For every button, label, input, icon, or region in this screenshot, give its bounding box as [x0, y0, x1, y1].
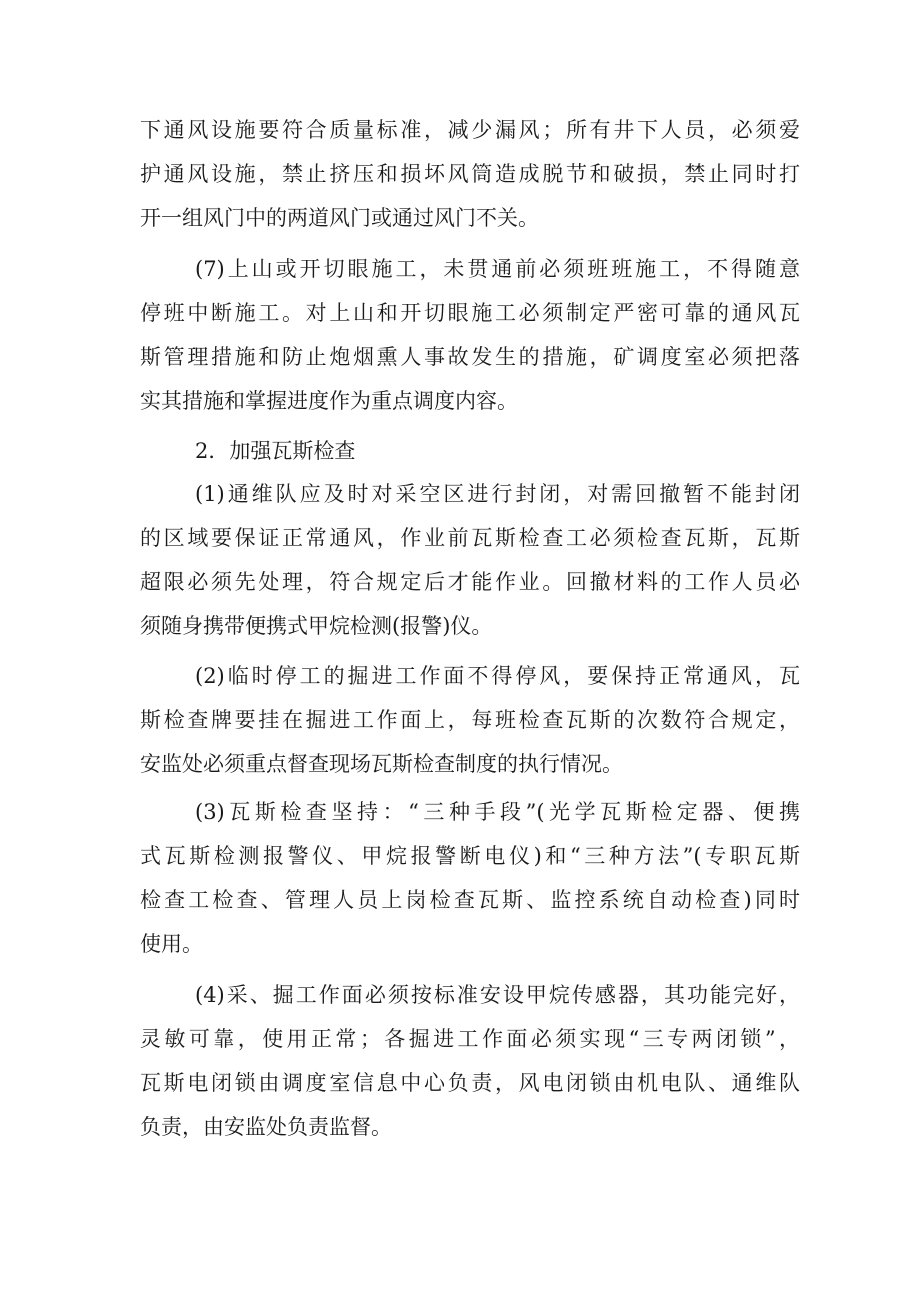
text-line: 实其措施和掌握进度作为重点调度内容。: [140, 389, 518, 413]
paragraph-first-line: (1)通维队应及时对采空区进行封闭，对需回撤暂不能封闭: [195, 482, 800, 506]
paragraph-first-line: (2)临时停工的掘进工作面不得停风，要保持正常通风，瓦: [195, 664, 800, 688]
paragraph-first-line: (7)上山或开切眼施工，未贯通前必须班班施工，不得随意: [195, 257, 800, 281]
text-line: 的区域要保证正常通风，作业前瓦斯检查工必须检查瓦斯，瓦斯: [140, 526, 800, 550]
text-line: 斯管理措施和防止炮烟熏人事故发生的措施，矿调度室必须把落: [140, 345, 800, 369]
text-line: 式瓦斯检测报警仪、甲烷报警断电仪)和“三种方法”(专职瓦斯: [140, 844, 800, 868]
text-line: 负责，由安监处负责监督。: [140, 1115, 392, 1139]
paragraph-first-line: (3)瓦斯检查坚持：“三种手段”(光学瓦斯检定器、便携: [195, 800, 800, 824]
text-line: 超限必须先处理，符合规定后才能作业。回撤材料的工作人员必: [140, 570, 800, 594]
text-line: 安监处必须重点督查现场瓦斯检查制度的执行情况。: [140, 752, 623, 776]
paragraph-first-line: (4)采、掘工作面必须按标准安设甲烷传感器，其功能完好，: [195, 983, 800, 1007]
text-line: 使用。: [140, 932, 203, 956]
text-line: 斯检查牌要挂在掘进工作面上，每班检查瓦斯的次数符合规定，: [140, 708, 800, 732]
text-line: 须随身携带便携式甲烷检测(报警)仪。: [140, 614, 493, 638]
text-line: 瓦斯电闭锁由调度室信息中心负责，风电闭锁由机电队、通维队: [140, 1071, 800, 1095]
text-line: 灵敏可靠，使用正常；各掘进工作面必须实现“三专两闭锁”，: [140, 1027, 800, 1051]
text-line: 检查工检查、管理人员上岗检查瓦斯、监控系统自动检查)同时: [140, 888, 800, 912]
text-line: 护通风设施，禁止挤压和损坏风筒造成脱节和破损，禁止同时打: [140, 162, 800, 186]
text-line: 停班中断施工。对上山和开切眼施工必须制定严密可靠的通风瓦: [140, 301, 800, 325]
text-line: 下通风设施要符合质量标准，减少漏风；所有井下人员，必须爱: [140, 118, 800, 142]
section-heading: 2．加强瓦斯检查: [195, 439, 356, 463]
text-line: 开一组风门中的两道风门或通过风门不关。: [140, 206, 539, 230]
